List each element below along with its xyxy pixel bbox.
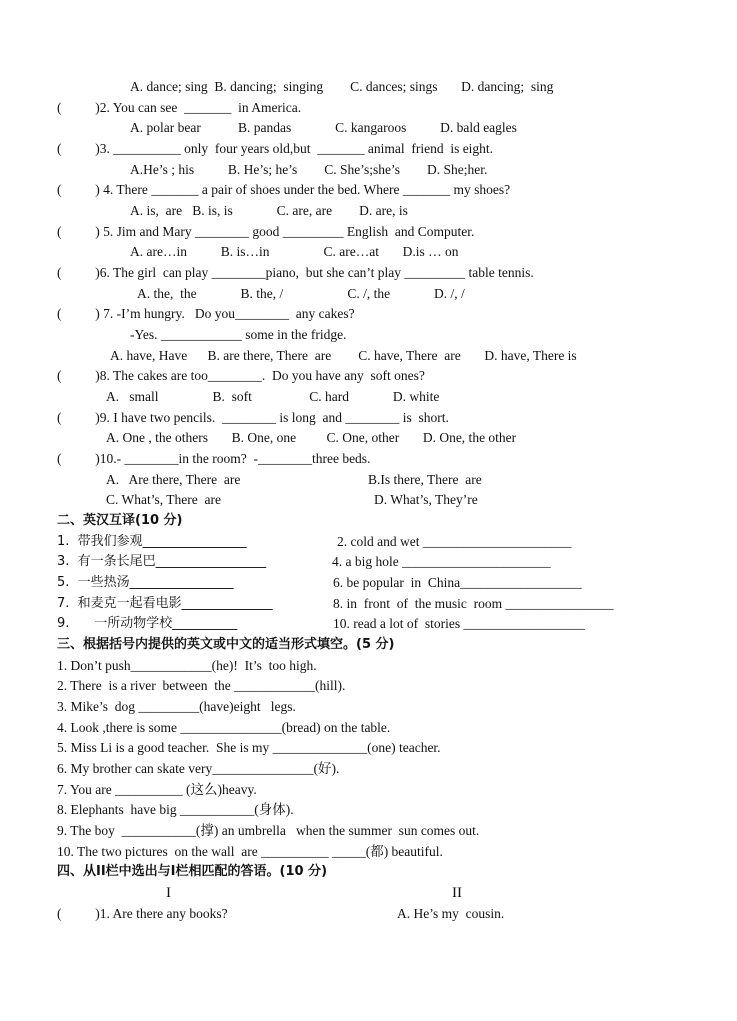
translate-item-7: 7. 和麦克一起看电影______________	[57, 596, 273, 611]
translate-item-5: 5. 一些热汤________________	[57, 575, 234, 590]
fill-item-7: 7. You are __________ (这么)heavy.	[57, 782, 257, 797]
section2-title: 二、英汉互译(10 分)	[57, 513, 183, 528]
fill-item-10: 10. The two pictures on the wall are __________ _____(都) beautiful.	[57, 844, 443, 859]
fill-item-6: 6. My brother can skate very_______________(好).	[57, 761, 340, 776]
match-question-1: ( )1. Are there any books?	[57, 906, 228, 921]
column-II-label: II	[452, 885, 462, 901]
translate-item-4: 4. a big hole ______________________	[332, 554, 551, 569]
fill-item-8: 8. Elephants have big ___________(身体).	[57, 802, 294, 817]
fill-item-3: 3. Mike’s dog _________(have)eight legs.	[57, 699, 296, 714]
fill-item-9: 9. The boy ___________(撑) an umbrella when the summer sun comes out.	[57, 823, 480, 838]
q3-stem: ( )3. __________ only four years old,but _______ animal friend is eight.	[57, 141, 494, 156]
q10-option-b: B.Is there, There are	[368, 472, 482, 487]
section4-title: 四、从II栏中选出与I栏相匹配的答语。(10 分)	[57, 864, 328, 879]
q5-stem: ( ) 5. Jim and Mary ________ good _________ English and Computer.	[57, 224, 475, 239]
q10-stem: ( )10.- ________in the room? -________three beds.	[57, 451, 371, 466]
translate-item-3: 3. 有一条长尾巴_________________	[57, 554, 267, 569]
translate-item-1: 1. 带我们参观________________	[57, 534, 247, 549]
q8-options: A. small B. soft C. hard D. white	[106, 389, 440, 404]
q10-option-a: A. Are there, There are	[106, 472, 241, 487]
translate-item-10: 10. read a lot of stories __________________	[333, 616, 585, 631]
q3-options: A.He’s ; his B. He’s; he’s C. She’s;she’s D. She;her.	[130, 162, 488, 177]
translate-item-2: 2. cold and wet ______________________	[337, 534, 572, 549]
q1-options: A. dance; sing B. dancing; singing C. dances; sings D. dancing; sing	[130, 79, 554, 94]
translate-item-8: 8. in front of the music room ________________	[333, 596, 614, 611]
fill-item-2: 2. There is a river between the ____________(hill).	[57, 678, 346, 693]
q9-options: A. One , the others B. One, one C. One, other D. One, the other	[106, 430, 517, 445]
q7-stem: ( ) 7. -I’m hungry. Do you________ any cakes?	[57, 306, 355, 321]
section3-title: 三、根据括号内提供的英文或中文的适当形式填空。(5 分)	[57, 637, 395, 652]
q7-reply: -Yes. ____________ some in the fridge.	[130, 327, 347, 342]
fill-item-4: 4. Look ,there is some _______________(bread) on the table.	[57, 720, 391, 735]
q10-option-d: D. What’s, They’re	[374, 492, 478, 507]
q4-stem: ( ) 4. There _______ a pair of shoes under the bed. Where _______ my shoes?	[57, 182, 511, 197]
q4-options: A. is, are B. is, is C. are, are D. are, is	[130, 203, 408, 218]
fill-item-1: 1. Don’t push____________(he)! It’s too high.	[57, 658, 317, 673]
q8-stem: ( )8. The cakes are too________. Do you have any soft ones?	[57, 368, 425, 383]
translate-item-6: 6. be popular in China__________________	[333, 575, 582, 590]
q2-options: A. polar bear B. pandas C. kangaroos D. bald eagles	[130, 120, 517, 135]
q5-options: A. are…in B. is…in C. are…at D.is … on	[130, 244, 459, 259]
q2-stem: ( )2. You can see _______ in America.	[57, 100, 302, 115]
q10-option-c: C. What’s, There are	[106, 492, 221, 507]
translate-item-9: 9. 一所动物学校__________	[57, 616, 238, 631]
column-I-label: I	[166, 885, 171, 901]
q6-options: A. the, the B. the, / C. /, the D. /, /	[137, 286, 465, 301]
match-answer-a: A. He’s my cousin.	[397, 906, 505, 921]
fill-item-5: 5. Miss Li is a good teacher. She is my ______________(one) teacher.	[57, 740, 441, 755]
q6-stem: ( )6. The girl can play ________piano, but she can’t play _________ table tennis.	[57, 265, 534, 280]
q7-options: A. have, Have B. are there, There are C. have, There are D. have, There is	[110, 348, 577, 363]
q9-stem: ( )9. I have two pencils. ________ is long and ________ is short.	[57, 410, 449, 425]
